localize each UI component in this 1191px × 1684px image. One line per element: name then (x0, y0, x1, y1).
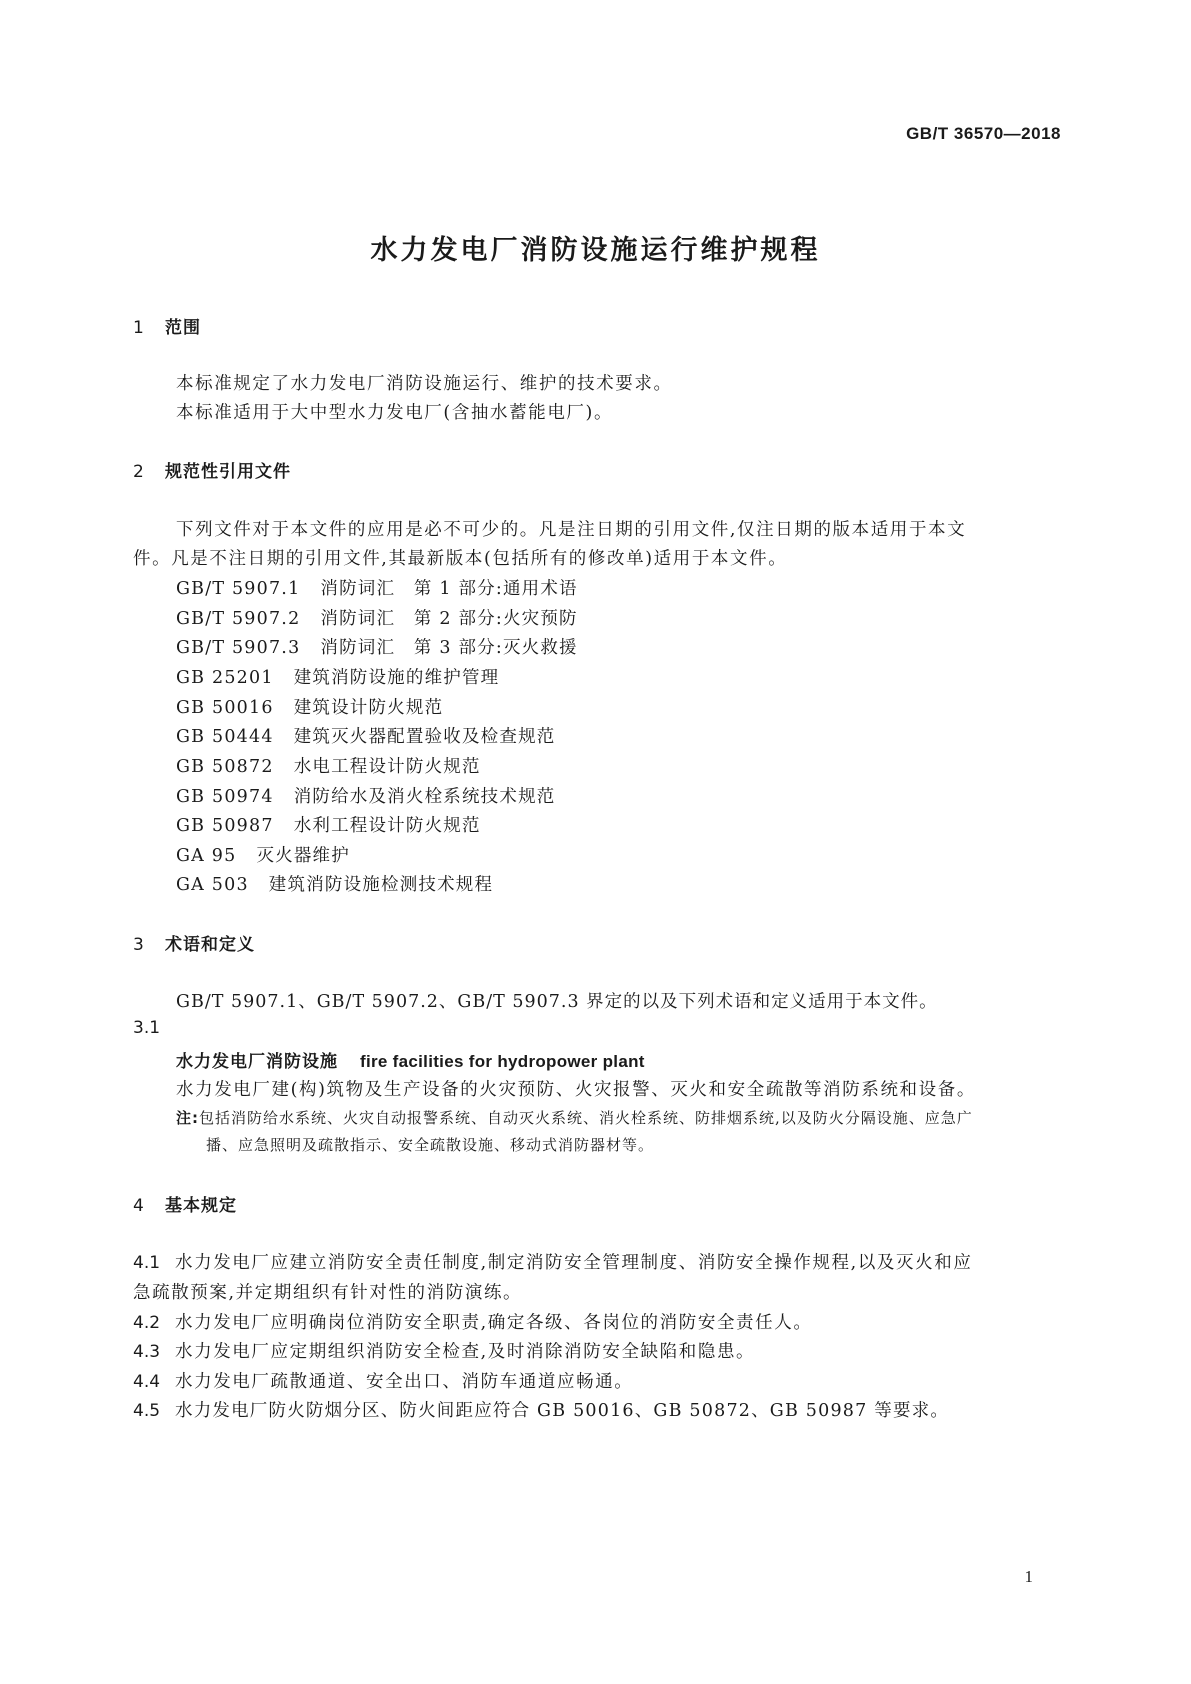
section-number: 2 (133, 462, 145, 482)
note-label: 注: (176, 1109, 199, 1127)
section-title: 范围 (165, 318, 201, 338)
reference-item (176, 694, 443, 719)
section-4-heading (133, 1191, 237, 1216)
clause-text: 水力发电厂应建立消防安全责任制度,制定消防安全管理制度、消防安全操作规程,以及灭火和应 (175, 1253, 973, 1273)
reference-title: 消防给水及消火栓系统技术规范 (293, 787, 556, 807)
clause-number: 4.5 (133, 1401, 161, 1421)
reference-item (176, 634, 578, 659)
clause-4-1-cont: 急疏散预案,并定期组织有针对性的消防演练。 (133, 1283, 523, 1303)
reference-title: 建筑灭火器配置验收及检查规范 (293, 727, 556, 747)
reference-code: GB 25201 (176, 668, 274, 688)
section-number: 4 (133, 1196, 145, 1216)
reference-item (176, 575, 578, 600)
reference-code: GB/T 5907.2 (176, 609, 301, 629)
reference-code: GB 50016 (176, 698, 274, 718)
standard-code: GB/T 36570—2018 (906, 124, 1061, 143)
clause-text: 水力发电厂应明确岗位消防安全职责,确定各级、各岗位的消防安全责任人。 (175, 1313, 813, 1333)
reference-item (176, 605, 578, 630)
clause-4-4 (133, 1368, 633, 1393)
clause-4-2 (133, 1309, 812, 1334)
term-chinese: 水力发电厂消防设施 (176, 1052, 338, 1072)
section-number: 1 (133, 318, 145, 338)
reference-title: 消防词汇 第 2 部分:火灾预防 (320, 609, 578, 629)
reference-title: 水利工程设计防火规范 (293, 816, 481, 836)
clause-4-5 (133, 1397, 949, 1422)
reference-item (176, 753, 481, 778)
reference-code: GA 95 (176, 846, 237, 866)
clause-4-3 (133, 1338, 755, 1363)
clause-4-1 (133, 1249, 972, 1274)
reference-item (176, 664, 499, 689)
clause-text: 水力发电厂防火防烟分区、防火间距应符合 GB 50016、GB 50872、GB 50987 等要求。 (175, 1401, 950, 1421)
clause-number: 4.2 (133, 1313, 161, 1333)
section-2-heading (133, 457, 291, 482)
reference-title: 消防词汇 第 1 部分:通用术语 (320, 579, 578, 599)
reference-title: 灭火器维护 (256, 846, 350, 866)
reference-code: GA 503 (176, 875, 249, 895)
term-number: 3.1 (133, 1018, 161, 1038)
reference-item (176, 871, 493, 896)
reference-item (176, 783, 556, 808)
section-3-heading (133, 930, 255, 955)
reference-title: 建筑设计防火规范 (293, 698, 444, 718)
paragraph: 下列文件对于本文件的应用是必不可少的。凡是注日期的引用文件,仅注日期的版本适用于本文 (176, 520, 967, 540)
reference-code: GB 50987 (176, 816, 274, 836)
clause-text: 水力发电厂应定期组织消防安全检查,及时消除消防安全缺陷和隐患。 (175, 1342, 756, 1362)
term-english: fire facilities for hydropower plant (360, 1052, 645, 1071)
reference-item (176, 842, 350, 867)
reference-item (176, 723, 556, 748)
paragraph: 本标准适用于大中型水力发电厂(含抽水蓄能电厂)。 (176, 403, 614, 423)
reference-code: GB 50974 (176, 787, 274, 807)
clause-number: 4.1 (133, 1253, 161, 1273)
clause-number: 4.3 (133, 1342, 161, 1362)
paragraph: GB/T 5907.1、GB/T 5907.2、GB/T 5907.3 界定的以及下列术语和定义适用于本文件。 (176, 992, 938, 1012)
section-1-heading (133, 313, 201, 338)
reference-code: GB 50444 (176, 727, 274, 747)
term-heading (176, 1047, 645, 1072)
paragraph: 本标准规定了水力发电厂消防设施运行、维护的技术要求。 (176, 374, 673, 394)
section-title: 规范性引用文件 (165, 462, 291, 482)
clause-text: 水力发电厂疏散通道、安全出口、消防车通道应畅通。 (175, 1372, 634, 1392)
reference-code: GB/T 5907.1 (176, 579, 301, 599)
reference-title: 建筑消防设施的维护管理 (293, 668, 500, 688)
page-number: 1 (1024, 1567, 1033, 1586)
note-text: 播、应急照明及疏散指示、安全疏散设施、移动式消防器材等。 (206, 1136, 655, 1154)
section-number: 3 (133, 935, 145, 955)
document-title: 水力发电厂消防设施运行维护规程 (370, 235, 821, 266)
reference-code: GB 50872 (176, 757, 274, 777)
reference-title: 水电工程设计防火规范 (293, 757, 481, 777)
reference-title: 建筑消防设施检测技术规程 (268, 875, 494, 895)
note-line (176, 1107, 973, 1128)
note-text: 包括消防给水系统、火灾自动报警系统、自动灭火系统、消火栓系统、防排烟系统,以及防火分隔设施、应急广 (199, 1109, 973, 1127)
reference-title: 消防词汇 第 3 部分:灭火救援 (320, 638, 578, 658)
reference-item (176, 812, 481, 837)
term-definition: 水力发电厂建(构)筑物及生产设备的火灾预防、火灾报警、灭火和安全疏散等消防系统和设备。 (176, 1080, 976, 1100)
section-title: 基本规定 (165, 1196, 237, 1216)
reference-code: GB/T 5907.3 (176, 638, 301, 658)
paragraph: 件。凡是不注日期的引用文件,其最新版本(包括所有的修改单)适用于本文件。 (133, 549, 788, 569)
section-title: 术语和定义 (165, 935, 255, 955)
clause-number: 4.4 (133, 1372, 161, 1392)
